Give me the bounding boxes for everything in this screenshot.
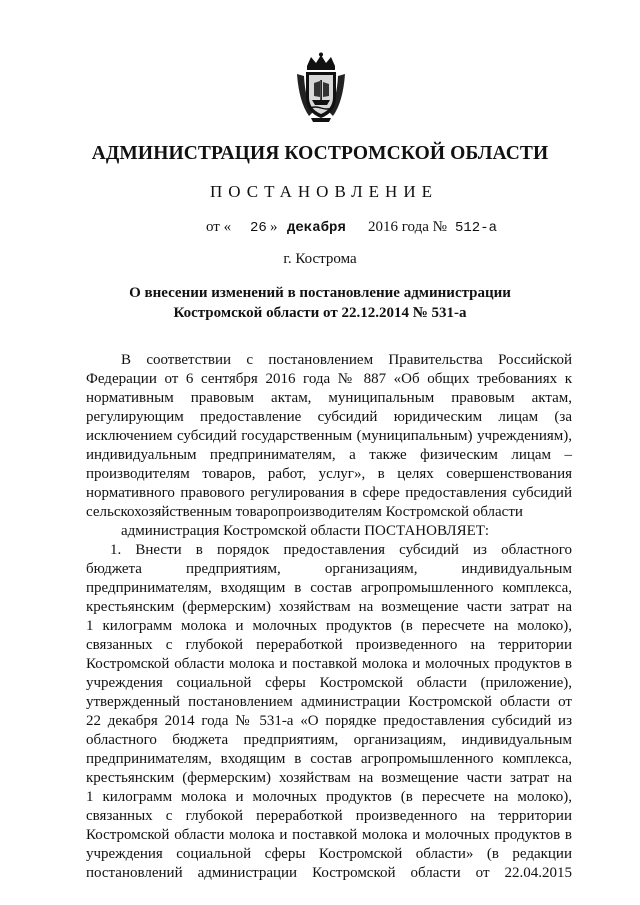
title-line-1: О внесении изменений в постановление администрации xyxy=(129,285,511,301)
body-line: нормативным правовым актам, муниципальным правовым актам, xyxy=(86,390,572,406)
body-line: областного бюджета предприятиям, организациям, индивидуальным xyxy=(86,732,572,748)
body-line: 1. Внести в порядок предоставления субсидий из областного xyxy=(110,542,572,558)
title-line-2: Костромской области от 22.12.2014 № 531-а xyxy=(173,305,467,321)
document-title xyxy=(0,283,640,323)
body-line: предпринимателям, входящим в состав агропромышленного комплекса, xyxy=(86,751,572,767)
body-line: Костромской области молока и поставкой молока и молочных продуктов в xyxy=(86,827,572,843)
organization-title: АДМИНИСТРАЦИЯ КОСТРОМСКОЙ ОБЛАСТИ xyxy=(91,143,549,164)
body-line: нормативного правового регулирования в сфере предоставления субсидий xyxy=(86,485,572,501)
date-year: 2016 года № xyxy=(368,219,447,235)
body-line: крестьянским (фермерским) хозяйствам на возмещение части затрат на xyxy=(86,599,572,615)
body-line: связанных с глубокой переработкой произведенного на территории xyxy=(86,808,572,824)
body-line: крестьянским (фермерским) хозяйствам на возмещение части затрат на xyxy=(86,770,572,786)
body-line: исключением субсидий государственным (муниципальным) учреждениям), xyxy=(86,428,572,444)
body-line: связанных с глубокой переработкой произведенного на территории xyxy=(86,637,572,653)
coat-of-arms-icon xyxy=(293,52,349,124)
body-line: 1 килограмм молока и молочных продуктов (в пересчете на молоко), xyxy=(86,618,572,634)
body-line: учреждения социальной сферы Костромской области» (в редакции xyxy=(86,846,572,862)
body-line: утвержденный постановлением администрации Костромской области от xyxy=(86,694,572,710)
document-number: 512-а xyxy=(455,220,498,236)
body-line: бюджета предприятиям, организациям, индивидуальным xyxy=(86,561,572,577)
body-line: администрация Костромской области ПОСТАНОВЛЯЕТ: xyxy=(121,523,490,539)
body-line: Федерации от 6 сентября 2016 года № 887 «Об общих требованиях к xyxy=(86,371,572,387)
city: г. Кострома xyxy=(283,251,357,267)
body-line: производителям товаров, работ, услуг», в целях совершенствования xyxy=(86,466,572,482)
date-day: 26 xyxy=(250,220,267,236)
body-line: Костромской области молока и поставкой молока и молочных продуктов в xyxy=(86,656,572,672)
body-line: индивидуальным предпринимателям, а также физическим лицам – xyxy=(86,447,572,463)
body-line: 22 декабря 2014 года № 531-а «О порядке предоставления субсидий из xyxy=(86,713,572,729)
body-line: 1 килограмм молока и молочных продуктов (в пересчете на молоко), xyxy=(86,789,572,805)
body-line: учреждения социальной сферы Костромской области (приложение), xyxy=(86,675,572,691)
body-line: постановлений администрации Костромской области от 22.04.2015 xyxy=(86,865,572,881)
body-line: предпринимателям, входящим в состав агропромышленного комплекса, xyxy=(86,580,572,596)
body-line: сельскохозяйственным товаропроизводителям Костромской области xyxy=(86,504,523,520)
date-quote-close: » xyxy=(270,219,278,235)
date-prefix: от « xyxy=(206,219,232,235)
body-line: регулирующим предоставление субсидий юридическим лицам (за xyxy=(86,409,572,425)
document-type: ПОСТАНОВЛЕНИЕ xyxy=(209,182,438,201)
date-month: декабря xyxy=(287,220,346,236)
body-line: В соответствии с постановлением Правительства Российской xyxy=(121,352,572,368)
